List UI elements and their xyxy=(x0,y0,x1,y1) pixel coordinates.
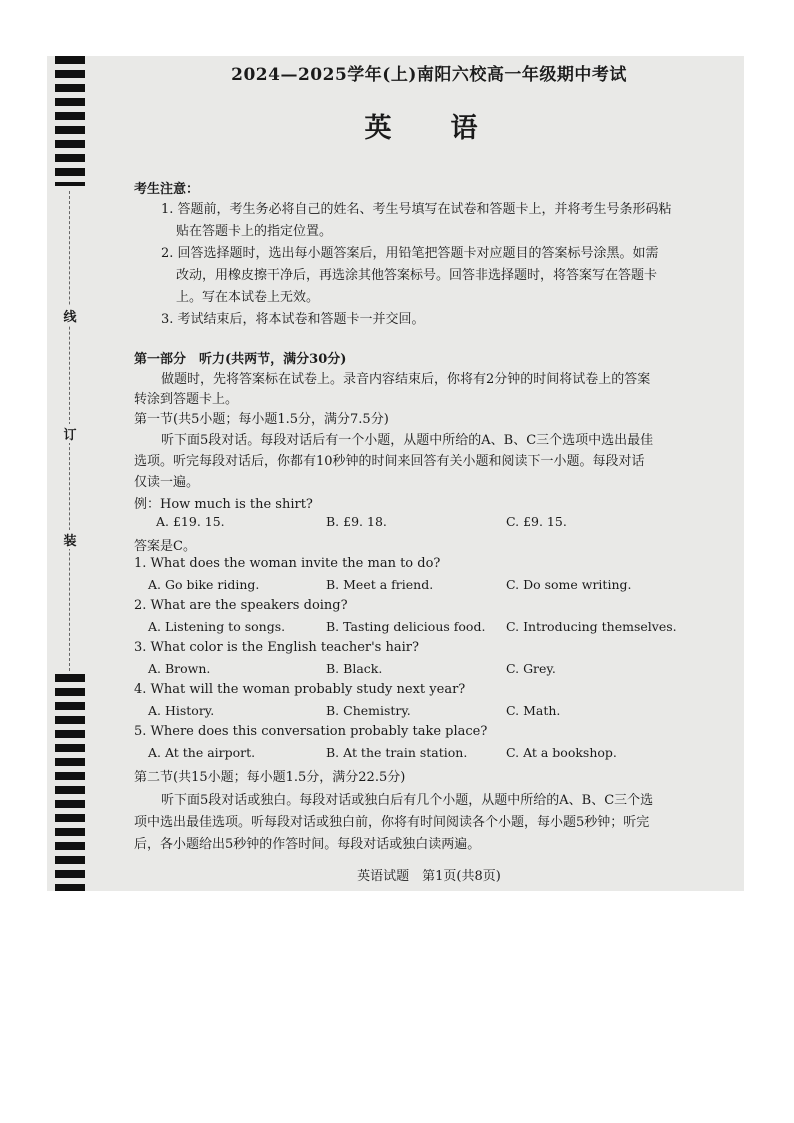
binding-mark-xian: 线 xyxy=(61,306,79,325)
question-3-option-a[interactable]: A. Brown. xyxy=(148,661,211,676)
question-5-option-c[interactable]: C. At a bookshop. xyxy=(506,745,617,760)
example-question: 例：How much is the shirt? xyxy=(134,497,313,512)
notice-line: 上。写在本试卷上无效。 xyxy=(176,290,320,305)
section1-intro-line: 听下面5段对话。每段对话后有一个小题，从题中所给的A、B、C三个选项中选出最佳 xyxy=(161,433,654,448)
binding-margin xyxy=(47,56,85,891)
question-4-option-c[interactable]: C. Math. xyxy=(506,703,561,718)
section2-heading: 第二节(共15小题；每小题1.5分，满分22.5分) xyxy=(134,770,406,785)
question-4-option-b[interactable]: B. Chemistry. xyxy=(326,703,411,718)
section2-intro-line: 后，各小题给出5秒钟的作答时间。每段对话或独白读两遍。 xyxy=(134,837,481,852)
exam-page xyxy=(47,56,744,891)
question-1-option-a[interactable]: A. Go bike riding. xyxy=(148,577,260,592)
example-option-a: A. £19. 15. xyxy=(156,514,225,529)
question-2-option-a[interactable]: A. Listening to songs. xyxy=(148,619,286,634)
part1-intro-line: 转涂到答题卡上。 xyxy=(134,392,239,407)
question-3-option-c[interactable]: C. Grey. xyxy=(506,661,556,676)
page-footer: 英语试题 第1页(共8页) xyxy=(357,869,501,884)
binding-mark-ding: 订 xyxy=(61,424,79,443)
part1-intro-line: 做题时，先将答案标在试卷上。录音内容结束后，你将有2分钟的时间将试卷上的答案 xyxy=(161,372,651,387)
question-4-option-a[interactable]: A. History. xyxy=(148,703,215,718)
section1-intro-line: 选项。听完每段对话后，你都有10秒钟的时间来回答有关小题和阅读下一小题。每段对话 xyxy=(134,454,645,469)
question-3-option-b[interactable]: B. Black. xyxy=(326,661,383,676)
question-1: 1. What does the woman invite the man to do? xyxy=(134,556,441,571)
notice-heading: 考生注意： xyxy=(134,182,200,197)
binding-mark-zhuang: 装 xyxy=(61,530,79,549)
notice-line: 1. 答题前，考生务必将自己的姓名、考生号填写在试卷和答题卡上，并将考生号条形码粘 xyxy=(161,202,672,217)
notice-line: 3. 考试结束后，将本试卷和答题卡一并交回。 xyxy=(161,312,425,327)
section1-intro-line: 仅读一遍。 xyxy=(134,475,200,490)
example-answer: 答案是C。 xyxy=(134,539,196,554)
question-5-option-a[interactable]: A. At the airport. xyxy=(148,745,256,760)
question-5: 5. Where does this conversation probably take place? xyxy=(134,724,488,739)
question-3: 3. What color is the English teacher's hair? xyxy=(134,640,419,655)
notice-line: 贴在答题卡上的指定位置。 xyxy=(176,224,333,239)
exam-title: 2024—2025学年(上)南阳六校高一年级期中考试 xyxy=(231,65,627,85)
question-4: 4. What will the woman probably study next year? xyxy=(134,682,466,697)
subject-title: 英 语 xyxy=(364,113,494,144)
example-option-c: C. £9. 15. xyxy=(506,514,567,529)
question-1-option-b[interactable]: B. Meet a friend. xyxy=(326,577,434,592)
question-2-option-b[interactable]: B. Tasting delicious food. xyxy=(326,619,486,634)
question-2-option-c[interactable]: C. Introducing themselves. xyxy=(506,619,677,634)
section2-intro-line: 项中选出最佳选项。听每段对话或独白前，你将有时间阅读各个小题，每小题5秒钟；听完 xyxy=(134,815,650,830)
binding-stripes-top xyxy=(55,56,85,186)
question-1-option-c[interactable]: C. Do some writing. xyxy=(506,577,632,592)
question-5-option-b[interactable]: B. At the train station. xyxy=(326,745,468,760)
part1-heading: 第一部分 听力(共两节，满分30分) xyxy=(134,352,347,367)
section1-heading: 第一节(共5小题；每小题1.5分，满分7.5分) xyxy=(134,412,389,427)
notice-line: 改动，用橡皮擦干净后，再选涂其他答案标号。回答非选择题时，将答案写在答题卡 xyxy=(176,268,658,283)
section2-intro-line: 听下面5段对话或独白。每段对话或独白后有几个小题，从题中所给的A、B、C三个选 xyxy=(161,793,654,808)
binding-stripes-bottom xyxy=(55,674,85,891)
question-2: 2. What are the speakers doing? xyxy=(134,598,348,613)
example-option-b: B. £9. 18. xyxy=(326,514,387,529)
notice-line: 2. 回答选择题时，选出每小题答案后，用铅笔把答题卡对应题目的答案标号涂黑。如需 xyxy=(161,246,659,261)
